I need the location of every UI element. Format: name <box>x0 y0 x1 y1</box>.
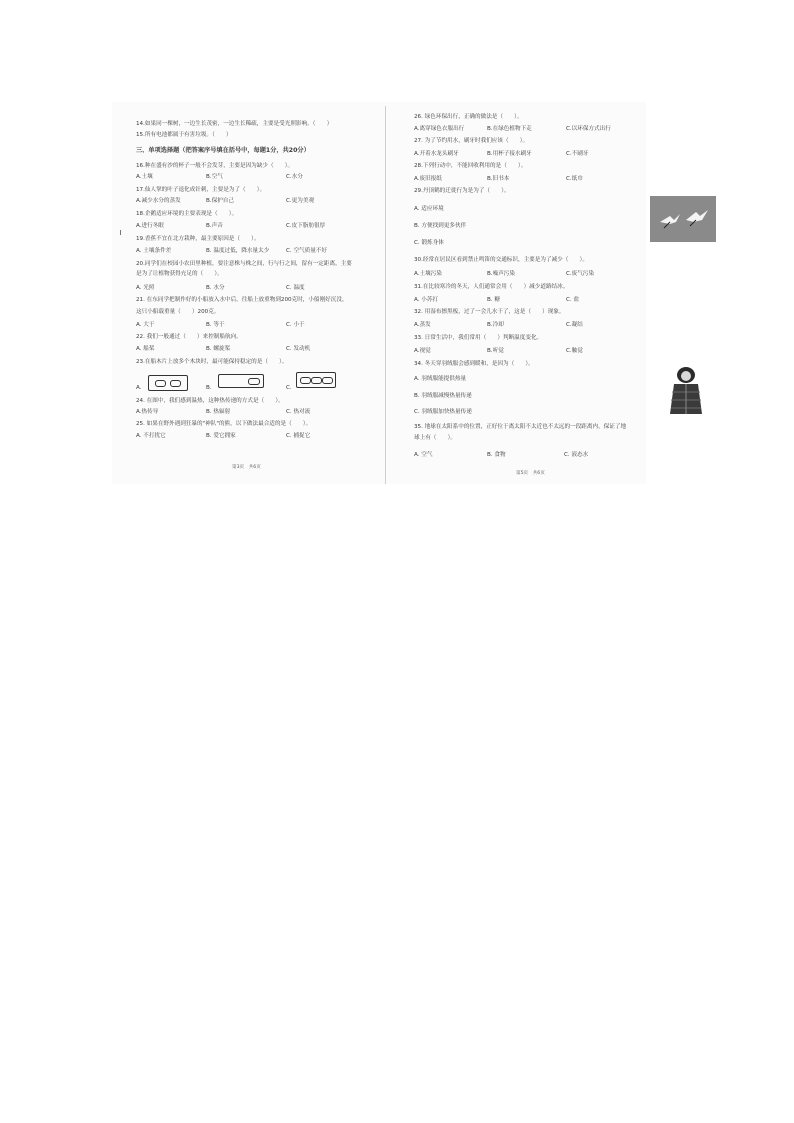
question-32-options <box>414 323 644 330</box>
option-a: A. 不打扰它 <box>136 433 166 439</box>
option-a: A.蒸发 <box>414 322 431 328</box>
question-32-stem: 32. 用湿布擦黑板，过了一会儿水干了，这是（ ）现象。 <box>414 309 565 315</box>
question-28-stem: 28.下列行动中，不能回收利用的是（ ）。 <box>414 163 527 169</box>
option-b: B. 热辐射 <box>206 409 231 415</box>
question-20-stem-line-1: 20.同学们在校园小农田里种植，要注意株与株之间，行与行之间，留有一定距离，主要 <box>136 261 352 267</box>
question-22-options <box>136 347 381 354</box>
option-a: A.热传导 <box>136 409 159 415</box>
question-21-stem-line-1: 21. 在东同学把制作好的小船放入水中后，往船上放重物到200克时，小船刚好沉没， <box>136 297 348 303</box>
question-29-stem: 29.丹顶鹤的迁徙行为是为了（ ）。 <box>414 188 510 194</box>
question-29-option-a: A. 适应环境 <box>414 206 444 212</box>
block-figure-c <box>296 372 336 388</box>
option-a: A.减少水分的蒸发 <box>136 198 181 204</box>
scanned-exam-sheet <box>112 102 646 484</box>
option-b: B.旧书本 <box>487 176 510 182</box>
option-b: B. <box>206 385 212 391</box>
option-a: A. 光照 <box>136 285 155 291</box>
option-b: B.声音 <box>206 223 223 229</box>
option-b: B. 食物 <box>487 452 506 458</box>
option-c: C.废气污染 <box>566 271 595 277</box>
option-a: A.视觉 <box>414 348 431 354</box>
question-25-stem: 25. 如果在野外遇到狂暴的"神队"的熊，以下做法最合适的是（ ）。 <box>136 421 312 427</box>
option-c: C.凝结 <box>566 322 583 328</box>
question-26-options <box>414 127 644 134</box>
question-24-options <box>136 410 381 417</box>
option-c: C.皮下脂肪很厚 <box>286 223 326 229</box>
option-a: A.土壤污染 <box>414 271 442 277</box>
question-31-options <box>414 298 644 305</box>
option-b: B.保护自己 <box>206 198 234 204</box>
option-b: B.听觉 <box>487 348 504 354</box>
option-b: B.冷却 <box>487 322 504 328</box>
option-c: C. <box>286 385 292 391</box>
option-a: A. <box>136 385 142 391</box>
question-35-stem-line-1: 35. 地球在太阳系中的位置，正好位于离太阳不太近也不太远的一段距离内，保证了地 <box>414 424 627 430</box>
option-c: C.不刷牙 <box>566 151 589 157</box>
option-a: A.开着水龙头刷牙 <box>414 151 459 157</box>
option-c: C. 盐 <box>566 297 580 303</box>
question-33-stem: 33. 日常生活中，我们常用（ ）判断温度变化。 <box>414 335 543 341</box>
question-33-options <box>414 349 644 356</box>
question-17-options <box>136 199 381 206</box>
option-a: A.废旧报纸 <box>414 176 442 182</box>
option-c: C. 捕捉它 <box>286 433 311 439</box>
question-20-stem-line-2: 是为了让植物获得充足的（ ）。 <box>136 271 223 277</box>
question-27-options <box>414 152 644 159</box>
option-c: C.纸巾 <box>566 176 583 182</box>
question-34-stem: 34. 冬天穿羽绒服会感到暖和，是因为（ ）。 <box>414 361 534 367</box>
option-a: A.进行冬眠 <box>136 223 164 229</box>
question-16-stem: 16.种在盛有沙的杯子一般不会发芽，主要是因为缺少（ ）。 <box>136 163 294 169</box>
question-35-options <box>414 453 644 460</box>
option-c: C.更为美观 <box>286 198 315 204</box>
option-b: B. 等于 <box>206 322 225 328</box>
option-c: C. 温度 <box>286 285 305 291</box>
question-20-options <box>136 286 381 293</box>
right-page-number: 第5页 共6页 <box>516 471 545 476</box>
question-26-stem: 26. 绿色环保出行，正确的做法是（ ）。 <box>414 114 523 120</box>
question-21-stem-line-2: 这只小船载重量（ ）200克。 <box>136 309 220 315</box>
section-3-heading: 三、单项选择题（把答案序号填在括号中，每题1分，共20分） <box>136 147 310 154</box>
page-fold <box>385 106 386 484</box>
option-b: B. 水分 <box>206 285 225 291</box>
option-b: B. 温度过低，降水量太少 <box>206 248 270 254</box>
question-15: 15.所有电池都属于有害垃圾。（ ） <box>136 132 232 138</box>
margin-mark <box>120 230 121 235</box>
question-30-stem: 30.经常在居民区看到禁止鸣笛的交通标识，主要是为了减少（ ）。 <box>414 257 588 263</box>
question-19-stem: 19.香蕉不宜在北方栽种，最主要原因是（ ）。 <box>136 236 260 242</box>
option-c: C.水分 <box>286 174 303 180</box>
question-23-stem: 23.在船木片上放多个木块时，最可能保持稳定的是（ ）。 <box>136 359 288 365</box>
question-17-stem: 17.仙人掌的叶子退化成针刺，主要是为了（ ）。 <box>136 187 266 193</box>
option-b: B. 螺旋桨 <box>206 346 231 352</box>
question-29-option-b: B. 方便找到更多伙伴 <box>414 223 467 229</box>
option-c: C.以环保方式出行 <box>566 126 611 132</box>
block-figure-a <box>148 375 188 391</box>
option-c: C.触觉 <box>566 348 583 354</box>
cranes-photo-illustration <box>650 196 716 242</box>
question-28-options <box>414 177 644 184</box>
option-a: A. 大于 <box>136 322 155 328</box>
option-b: B.用杯子接水刷牙 <box>487 151 532 157</box>
option-a: A. 船桨 <box>136 346 155 352</box>
question-16-options <box>136 175 381 182</box>
question-25-options <box>136 434 381 441</box>
option-b: B.噪声污染 <box>487 271 515 277</box>
question-34-option-a: A. 羽绒服能提供热量 <box>414 376 467 382</box>
question-18-options <box>136 224 381 231</box>
option-b: B. 糖 <box>487 297 500 303</box>
left-page-number: 第3页 共6页 <box>232 465 261 470</box>
option-a: A. 空气 <box>414 452 433 458</box>
question-35-stem-line-2: 球上有（ ）。 <box>414 435 456 441</box>
option-b: B. 爱它拥家 <box>206 433 236 439</box>
question-31-stem: 31.在比较寒冷的冬天，人们通常会用（ ）减少道路结冰。 <box>414 284 569 290</box>
option-a: A. 土壤条件差 <box>136 248 172 254</box>
question-24-stem: 24. 在图中，我们感到温热，这种热传递的方式是（ ）。 <box>136 398 284 404</box>
question-22-stem: 22. 我们一般通过（ ）来控制船航向。 <box>136 334 242 340</box>
question-14: 14.如果同一棵树，一边生长茂密，一边生长稀疏，主要是受光照影响。（ ） <box>136 121 333 127</box>
question-30-options <box>414 272 644 279</box>
option-c: C. 热对流 <box>286 409 311 415</box>
option-b: B.空气 <box>206 174 223 180</box>
option-a: A.土壤 <box>136 174 153 180</box>
question-21-options <box>136 323 381 330</box>
block-figure-b <box>218 374 264 388</box>
option-a: A. 小苏打 <box>414 297 439 303</box>
question-34-option-c: C. 羽绒服加快热量传递 <box>414 409 472 415</box>
option-c: C. 液态水 <box>564 452 589 458</box>
question-34-option-b: B. 羽绒服减慢热量传递 <box>414 393 472 399</box>
question-27-stem: 27. 为了节约用水，刷牙时我们应该（ ）。 <box>414 138 529 144</box>
question-19-options <box>136 249 381 256</box>
option-a: A.离穿绿色衣服出行 <box>414 126 465 132</box>
option-c: C. 小于 <box>286 322 305 328</box>
option-c: C. 发动机 <box>286 346 311 352</box>
question-18-stem: 18.企鹅适应环境的主要表现是（ ）。 <box>136 211 238 217</box>
question-29-option-c: C. 锻炼身体 <box>414 240 444 246</box>
option-c: C. 空气质量不好 <box>286 248 328 254</box>
down-jacket-illustration <box>666 366 706 418</box>
option-b: B.在绿色植物下走 <box>487 126 532 132</box>
